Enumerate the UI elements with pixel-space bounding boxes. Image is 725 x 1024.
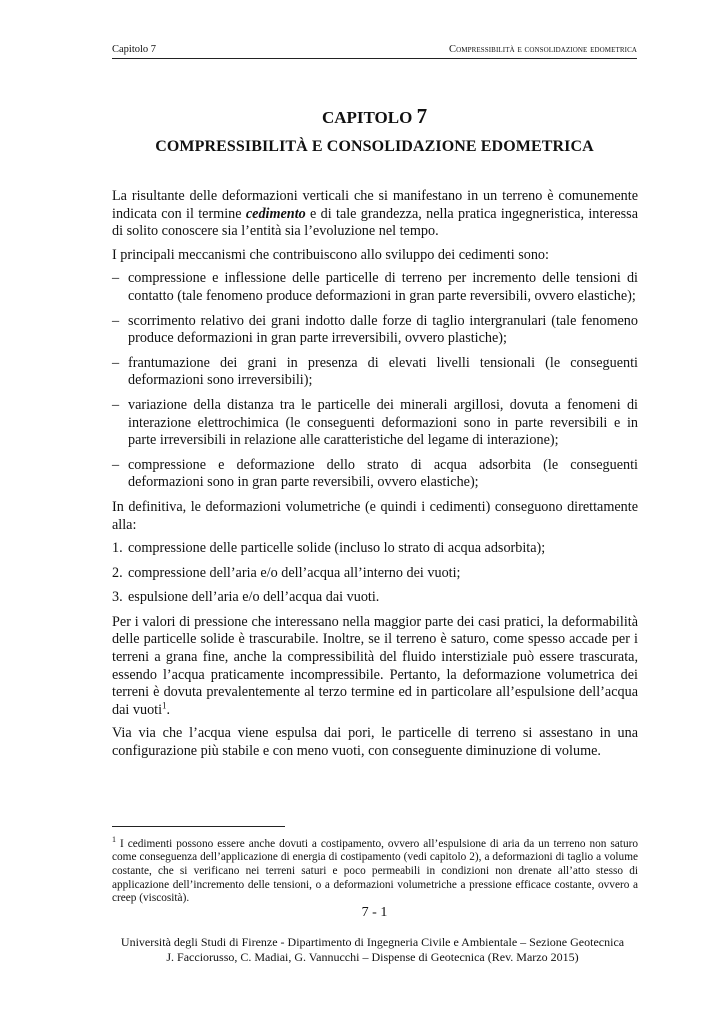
intro-text-1: La risultante delle deformazioni verticali che si manifestano in un terreno è comunemente indicata con il termine <box>112 188 638 222</box>
list-item: – compressione e inflessione delle particelle di terreno per incremento delle tensioni di contatto (tale fenomeno produce deformazioni in gran parte reversibili, ovvero elastiche); <box>112 270 638 304</box>
footnote: $^1$ I cedimenti possono essere anche dovuti a costipamento, ovvero all’espulsione di aria da un terreno non saturo come conseguenza dell’applicazione di energia di costipamento (vedi capitolo 2), a deformazioni di taglio a volume costante, che si verificano nei terreni saturi e poco permeabili in condizioni non drenate all’atto stesso di applicazione dell’incremento delle tensioni, o a deformazioni volumetriche a pressione efficace costante, ovvero a creep (viscosità). <box>112 835 638 905</box>
dash-bullet: – <box>112 456 120 473</box>
intro-paragraph <box>112 188 638 241</box>
body-text <box>112 188 638 767</box>
volumetric-intro: In definitiva, le deformazioni volumetriche (e quindi i cedimenti) conseguono direttamente alla: <box>112 498 638 533</box>
list-item: 1. compressione delle particelle solide (incluso lo strato di acqua adsorbita); <box>112 540 546 557</box>
chapter-heading <box>112 104 637 129</box>
chapter-title: COMPRESSIBILITÀ E CONSOLIDAZIONE EDOMETRICA <box>155 138 594 155</box>
footnote-rule <box>112 826 285 827</box>
footnote-mark: 1 <box>112 835 116 844</box>
list-item: – variazione della distanza tra le particelle dei minerali argillosi, dovuta a fenomeni di interazione elettrochimica (le conseguenti deformazioni sono in parte reversibili e in parte irreversibili in relazione alle caratteristiche del legame di interazione); <box>112 396 638 449</box>
list-item: – frantumazione dei grani in presenza di elevati livelli tensionali (le conseguenti deformazioni sono irreversibili); <box>112 354 638 389</box>
mechanisms-intro: I principali meccanismi che contribuiscono allo sviluppo dei cedimenti sono: <box>112 246 549 263</box>
intro-text-2: e di tale grandezza, nella pratica ingegneristica, interessa di solito conoscere sia l’entità sia l’evoluzione nel tempo. <box>112 205 638 240</box>
mechanisms-list <box>112 270 638 492</box>
item-number: 1. <box>112 540 123 557</box>
footer-authors: J. Facciorusso, C. Madiai, G. Vannucchi – Dispense di Geotecnica (Rev. Marzo 2015) <box>166 950 579 964</box>
dash-bullet: – <box>112 270 120 287</box>
page-footer <box>90 935 655 965</box>
dash-bullet: – <box>112 396 120 413</box>
header-chapter: Capitolo 7 <box>112 44 157 55</box>
item-number: 2. <box>112 564 123 581</box>
pressure-paragraph: Per i valori di pressione che interessano nella maggior parte dei casi pratici, la deformabilità delle particelle solide è trascurabile. Inoltre, se il terreno è saturo, come spesso accade per i terreni a grana fine, anche la compressibilità del fluido interstiziale può essere trascurata, essendo l’acqua praticamente incompressibile. Pertanto, la deformazione volumetrica dei terreni è dovuta prevalentemente al terzo termine ed in particolare all’espulsione dell’acqua dai vuoti$^1$. <box>112 613 638 718</box>
dash-bullet: – <box>112 312 120 329</box>
list-item: 3. espulsione dell’aria e/o dell’acqua dai vuoti. <box>112 589 380 606</box>
chapter-number: 7 <box>416 104 428 128</box>
header-section-title: Compressibilità e consolidazione edometrica <box>449 44 637 55</box>
dash-bullet: – <box>112 354 120 371</box>
list-item: – scorrimento relativo dei grani indotto dalle forze di taglio intergranulari (tale fenomeno produce deformazioni in gran parte irreversibili, ovvero plastiche); <box>112 312 638 347</box>
volumetric-list <box>112 540 638 607</box>
expulsion-paragraph: Via via che l’acqua viene espulsa dai pori, le particelle di terreno si assestano in una configurazione più stabile e con meno vuoti, con conseguente diminuzione di volume. <box>112 725 638 760</box>
list-item: 2. compressione dell’aria e/o dell’acqua all’interno dei vuoti; <box>112 564 461 581</box>
page-number: 7 - 1 <box>361 905 388 920</box>
footer-institution: Università degli Studi di Firenze - Dipartimento di Ingegneria Civile e Ambientale – Sezione Geotecnica <box>120 935 625 949</box>
term-cedimento: cedimento <box>245 205 306 222</box>
item-number: 3. <box>112 589 123 606</box>
header-rule <box>112 58 637 59</box>
chapter-label: CAPITOLO <box>321 108 413 127</box>
footnote-reference[interactable]: 1 <box>162 700 167 711</box>
list-item: – compressione e deformazione dello strato di acqua adsorbita (le conseguenti deformazioni sono in gran parte reversibili, ovvero elastiche); <box>112 456 638 491</box>
